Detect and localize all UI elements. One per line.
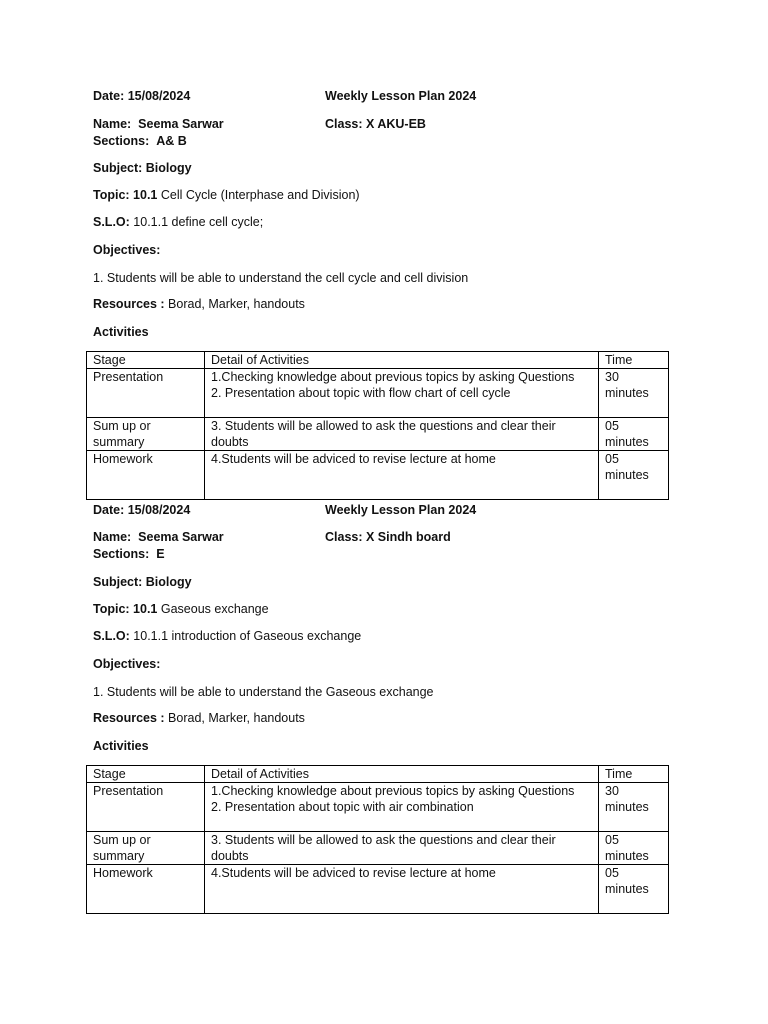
objectives-label: Objectives:	[93, 657, 161, 671]
header-time: Time	[599, 352, 669, 369]
sections-line	[93, 133, 187, 149]
detail-text: 1.Checking knowledge about previous topics by asking Questions	[211, 370, 575, 384]
subject-label: Subject: Biology	[93, 161, 192, 175]
time-value: 30	[605, 370, 619, 384]
stage-text: summary	[93, 435, 145, 449]
slo-label: S.L.O:	[93, 215, 130, 229]
detail-cell	[205, 369, 599, 418]
stage-text: Homework	[93, 866, 153, 880]
time-unit: minutes	[605, 849, 649, 863]
time-unit: minutes	[605, 435, 649, 449]
plan-title: Weekly Lesson Plan 2024	[325, 503, 477, 517]
header-stage: Stage	[87, 766, 205, 783]
table-row	[87, 369, 669, 418]
detail-cell	[205, 865, 599, 914]
name-value: Seema Sarwar	[138, 530, 224, 544]
sections-value: E	[156, 547, 165, 561]
stage-cell	[87, 783, 205, 832]
name-line	[93, 529, 224, 545]
date-label: Date: 15/08/2024	[93, 89, 191, 103]
stage-text: summary	[93, 849, 145, 863]
topic-value: Gaseous exchange	[160, 602, 269, 616]
resources-value: Borad, Marker, handouts	[168, 297, 305, 311]
stage-text: Presentation	[93, 784, 164, 798]
time-unit: minutes	[605, 800, 649, 814]
table-header-row	[87, 352, 669, 369]
stage-text: Sum up or	[93, 419, 151, 433]
name-label: Name:	[93, 117, 132, 131]
stage-text: Presentation	[93, 370, 164, 384]
detail-text: 2. Presentation about topic with air combination	[211, 800, 474, 814]
header-stage: Stage	[87, 352, 205, 369]
time-value: 05	[605, 419, 619, 433]
time-unit: minutes	[605, 468, 649, 482]
sections-value: A& B	[156, 134, 187, 148]
header-detail: Detail of Activities	[205, 766, 599, 783]
time-value: 05	[605, 833, 619, 847]
detail-text: doubts	[211, 849, 249, 863]
detail-text: 4.Students will be adviced to revise lecture at home	[211, 452, 496, 466]
activities-table	[86, 765, 669, 914]
objective-item: 1. Students will be able to understand the cell cycle and cell division	[93, 271, 469, 285]
table-row	[87, 783, 669, 832]
topic-label: Topic: 10.1	[93, 188, 158, 202]
class-label: Class: X Sindh board	[325, 530, 451, 544]
objectives-label: Objectives:	[93, 243, 161, 257]
time-value: 05	[605, 866, 619, 880]
detail-text: doubts	[211, 435, 249, 449]
detail-text: 2. Presentation about topic with flow chart of cell cycle	[211, 386, 511, 400]
stage-cell	[87, 832, 205, 865]
stage-text: Sum up or	[93, 833, 151, 847]
class-label: Class: X AKU-EB	[325, 117, 426, 131]
stage-cell	[87, 865, 205, 914]
detail-cell	[205, 783, 599, 832]
activities-label: Activities	[93, 325, 149, 339]
header-detail: Detail of Activities	[205, 352, 599, 369]
plan-title: Weekly Lesson Plan 2024	[325, 89, 477, 103]
date-label: Date: 15/08/2024	[93, 503, 191, 517]
topic-value: Cell Cycle (Interphase and Division)	[160, 188, 360, 202]
stage-text: Homework	[93, 452, 153, 466]
slo-label: S.L.O:	[93, 629, 130, 643]
topic-label: Topic: 10.1	[93, 602, 158, 616]
resources-line	[93, 296, 305, 312]
resources-line	[93, 710, 305, 726]
table-row	[87, 865, 669, 914]
detail-text: 3. Students will be allowed to ask the questions and clear their	[211, 833, 556, 847]
time-unit: minutes	[605, 386, 649, 400]
detail-text: 3. Students will be allowed to ask the questions and clear their	[211, 419, 556, 433]
time-unit: minutes	[605, 882, 649, 896]
activities-table	[86, 351, 669, 500]
time-cell	[599, 451, 669, 500]
subject-label: Subject: Biology	[93, 575, 192, 589]
table-header-row	[87, 766, 669, 783]
topic-line	[93, 601, 269, 617]
time-cell	[599, 832, 669, 865]
detail-text: 1.Checking knowledge about previous topics by asking Questions	[211, 784, 575, 798]
topic-line	[93, 187, 360, 203]
stage-cell	[87, 369, 205, 418]
sections-label: Sections:	[93, 547, 150, 561]
name-value: Seema Sarwar	[138, 117, 224, 131]
slo-line	[93, 628, 361, 644]
time-cell	[599, 783, 669, 832]
time-cell	[599, 865, 669, 914]
time-value: 05	[605, 452, 619, 466]
objective-item: 1. Students will be able to understand the Gaseous exchange	[93, 685, 434, 699]
detail-cell	[205, 832, 599, 865]
table-row	[87, 451, 669, 500]
sections-label: Sections:	[93, 134, 150, 148]
sections-line	[93, 546, 165, 562]
table-row	[87, 418, 669, 451]
name-label: Name:	[93, 530, 132, 544]
activities-label: Activities	[93, 739, 149, 753]
resources-label: Resources :	[93, 711, 165, 725]
slo-line	[93, 214, 263, 230]
table-row	[87, 832, 669, 865]
detail-cell	[205, 451, 599, 500]
header-time: Time	[599, 766, 669, 783]
detail-cell	[205, 418, 599, 451]
slo-value: 10.1.1 define cell cycle;	[133, 215, 264, 229]
stage-cell	[87, 451, 205, 500]
detail-text: 4.Students will be adviced to revise lecture at home	[211, 866, 496, 880]
time-value: 30	[605, 784, 619, 798]
time-cell	[599, 369, 669, 418]
resources-label: Resources :	[93, 297, 165, 311]
name-line	[93, 116, 224, 132]
stage-cell	[87, 418, 205, 451]
slo-value: 10.1.1 introduction of Gaseous exchange	[133, 629, 362, 643]
resources-value: Borad, Marker, handouts	[168, 711, 305, 725]
time-cell	[599, 418, 669, 451]
